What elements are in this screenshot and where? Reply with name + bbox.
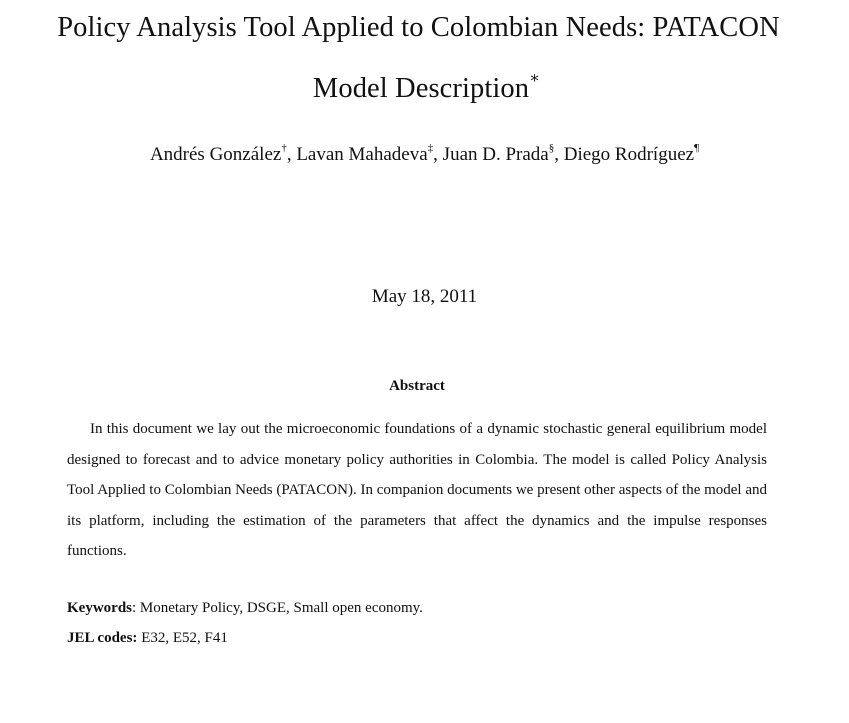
author-name: Diego Rodríguez <box>563 144 695 165</box>
author-separator: , <box>433 144 443 165</box>
author-name: Andrés González <box>149 144 282 165</box>
paper-title-line-1 <box>0 14 843 43</box>
jel-codes-value: E32, E52, F41 <box>137 630 228 646</box>
jel-codes-line <box>67 631 228 646</box>
paper-title-line-2 <box>2 70 849 104</box>
keywords-line <box>67 601 423 616</box>
author-separator: , <box>554 144 564 165</box>
abstract-body: In this document we lay out the microeconomic foundations of a dynamic stochastic general equilibrium model designed to forecast and to advice monetary policy authorities in Colombia. The model is called Policy Analysis Tool Applied to Colombian Needs (PATACON). In companion documents we present other aspects of the model and its platform, including the estimation of the parameters that affect the dynamics and the impulse responses functions. <box>67 421 767 559</box>
title-line-1-text: Policy Analysis Tool Applied to Colombian Needs: PATACON <box>57 12 780 43</box>
author-prada <box>443 144 564 165</box>
author-separator: , <box>286 144 297 165</box>
author-footnote-mark: § <box>548 142 555 154</box>
author-list <box>0 142 849 165</box>
publication-date: May 18, 2011 <box>371 286 478 307</box>
title-line-2-text: Model Description <box>312 73 530 104</box>
author-footnote-mark: † <box>281 142 287 154</box>
abstract-heading: Abstract <box>389 378 445 394</box>
jel-codes-label: JEL codes: <box>67 630 138 646</box>
author-footnote-mark: ‡ <box>427 142 434 154</box>
author-name: Lavan Mahadeva <box>296 144 428 165</box>
keywords-value: : Monetary Policy, DSGE, Small open economy. <box>132 600 423 616</box>
author-mahadeva <box>296 144 442 165</box>
author-gonzalez <box>150 144 296 165</box>
keywords-label: Keywords <box>67 600 132 616</box>
author-footnote-mark: ¶ <box>694 142 700 154</box>
author-rodriguez <box>564 144 699 165</box>
author-name: Juan D. Prada <box>442 144 549 165</box>
title-footnote-mark: ∗ <box>529 70 541 87</box>
